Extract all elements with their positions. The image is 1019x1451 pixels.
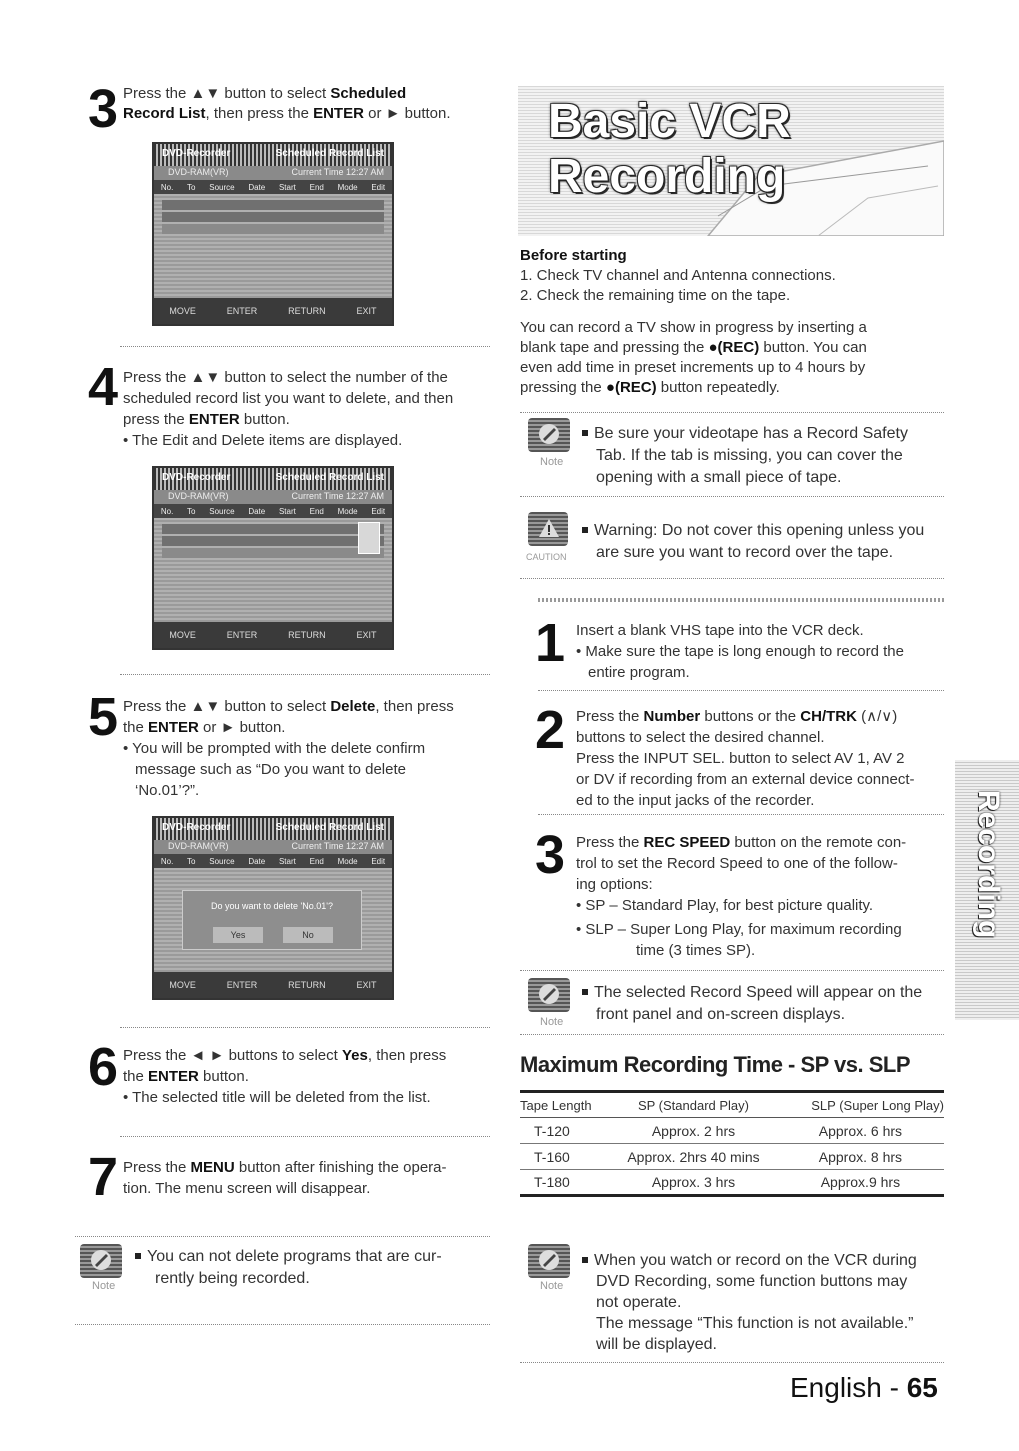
step-3-text: Press the ▲▼ button to select Scheduled Record List, then press the ENTER or ► button.: [123, 85, 451, 122]
osd-screen-edit: DVD-Recorder Scheduled Record List DVD-RAM(VR) Current Time 12:27 AM No. To Source Date Start End Mode Edit MOVE ENTER RETURN EXIT: [152, 466, 394, 650]
step-5-text: Press the ▲▼ button to select Delete, then press the ENTER or ► button. • You will be prompted with the delete confirm message such as “Do you want to delete ‘No.01’?”.: [123, 698, 454, 799]
step-7-text: Press the MENU button after finishing the opera- tion. The menu screen will disappear.: [123, 1159, 447, 1197]
step-5-number: 5: [88, 687, 119, 747]
note-icon: [528, 418, 570, 452]
max-recording-title: Maximum Recording Time - SP vs. SLP: [520, 1052, 911, 1077]
before-starting: Before starting 1. Check TV channel and Antenna connections. 2. Check the remaining time on the tape.: [520, 247, 836, 304]
note-record-speed: The selected Record Speed will appear on the front panel and on-screen displays.: [582, 982, 947, 1026]
note-label: Note: [540, 1016, 564, 1028]
table-row: T-180 Approx. 3 hrs Approx.9 hrs: [520, 1170, 944, 1196]
osd-screen-delete-confirm: DVD-Recorder Scheduled Record List DVD-RAM(VR) Current Time 12:27 AM No. To Source Date Start End Mode Edit Do you want to delete 'No.01'? Yes No MOVE ENTER RETURN EXIT: [152, 816, 394, 1000]
note-vcr-during-dvd: When you watch or record on the VCR during DVD Recording, some function buttons may not operate. The message “This function is not available.” will be displayed.: [582, 1250, 947, 1355]
vcr-step-1-text: Insert a blank VHS tape into the VCR deck. • Make sure the tape is long enough to record the entire program.: [576, 622, 904, 681]
step-7-number: 7: [88, 1147, 119, 1207]
osd-list-title: Scheduled Record List: [275, 148, 384, 159]
note-label: Note: [540, 1280, 564, 1292]
step-6-text: Press the ◄ ► buttons to select Yes, then press the ENTER button. • The selected title will be deleted from the list.: [123, 1047, 447, 1106]
caution-label: CAUTION: [526, 552, 567, 562]
left-note-text: You can not delete programs that are cur- rently being recorded.: [135, 1246, 495, 1290]
step-4-number: 4: [88, 357, 119, 417]
vcr-step-1-number: 1: [535, 613, 566, 673]
intro-paragraph: You can record a TV show in progress by inserting a blank tape and pressing the ●(REC) button. You can even add time in preset increments up to 4 hours by pressing the ●(REC) button repeatedly.: [520, 319, 867, 396]
vcr-step-2-text: Press the Number buttons or the CH/TRK (∧/∨) buttons to select the desired channel. Press the INPUT SEL. button to select AV 1, AV 2 or DV if recording from an external device connect- ed to the input jacks of the recorder.: [576, 708, 915, 809]
caution-text: Warning: Do not cover this opening unless you are sure you want to record over the tape.: [582, 520, 947, 564]
delete-confirm-dialog: Do you want to delete 'No.01'? Yes No: [182, 890, 362, 950]
vcr-step-3-number: 3: [535, 825, 566, 885]
note-label: Note: [540, 456, 564, 468]
page-footer: English - 65: [790, 1372, 938, 1403]
step-6-number: 6: [88, 1037, 119, 1097]
osd-footer: MOVE ENTER RETURN EXIT: [154, 298, 392, 324]
note-icon: [80, 1244, 122, 1278]
banner-title: Basic VCR Recording: [548, 95, 791, 203]
note-label: Note: [92, 1280, 116, 1292]
osd-title: DVD-Recorder: [162, 148, 231, 159]
vcr-step-3-text: Press the REC SPEED button on the remote con- trol to set the Record Speed to one of the follow- ing options: • SP – Standard Play, for best picture quality. • SLP – Super Long Play, for maximum recording time (3 times SP).: [576, 834, 907, 959]
recording-time-table: Tape Length SP (Standard Play) SLP (Super Long Play) T-120 Approx. 2 hrs Approx. 6 hrs T-160 Approx. 2hrs 40 mins Approx. 8 hrs T-180 Approx. 3 hrs Approx.9 hrs: [520, 1090, 944, 1197]
dialog-yes-button[interactable]: Yes: [213, 927, 263, 943]
note-icon: [528, 978, 570, 1012]
vcr-step-2-number: 2: [535, 700, 566, 760]
table-row: T-120 Approx. 2 hrs Approx. 6 hrs: [520, 1118, 944, 1144]
note-icon: [528, 1244, 570, 1278]
caution-icon: [528, 512, 568, 546]
note-record-safety: Be sure your videotape has a Record Safety Tab. If the tab is missing, you can cover the opening with a small piece of tape.: [582, 423, 947, 489]
step-3-number: 3: [88, 79, 119, 139]
dialog-no-button[interactable]: No: [283, 927, 333, 943]
section-side-tab: [955, 760, 1019, 1020]
osd-screen-schedule-list: DVD-Recorder Scheduled Record List DVD-RAM(VR) Current Time 12:27 AM No. To Source Date Start End Mode Edit MOVE ENTER RETURN EXIT: [152, 142, 394, 326]
table-row: T-160 Approx. 2hrs 40 mins Approx. 8 hrs: [520, 1144, 944, 1170]
osd-column-headers: No. To Source Date Start End Mode Edit: [154, 180, 392, 194]
step-4-text: Press the ▲▼ button to select the number of the scheduled record list you want to delete, and then press the ENTER button. • The Edit and Delete items are displayed.: [123, 369, 454, 449]
section-banner: [518, 86, 944, 236]
side-tab-label: Recording: [972, 790, 1005, 939]
